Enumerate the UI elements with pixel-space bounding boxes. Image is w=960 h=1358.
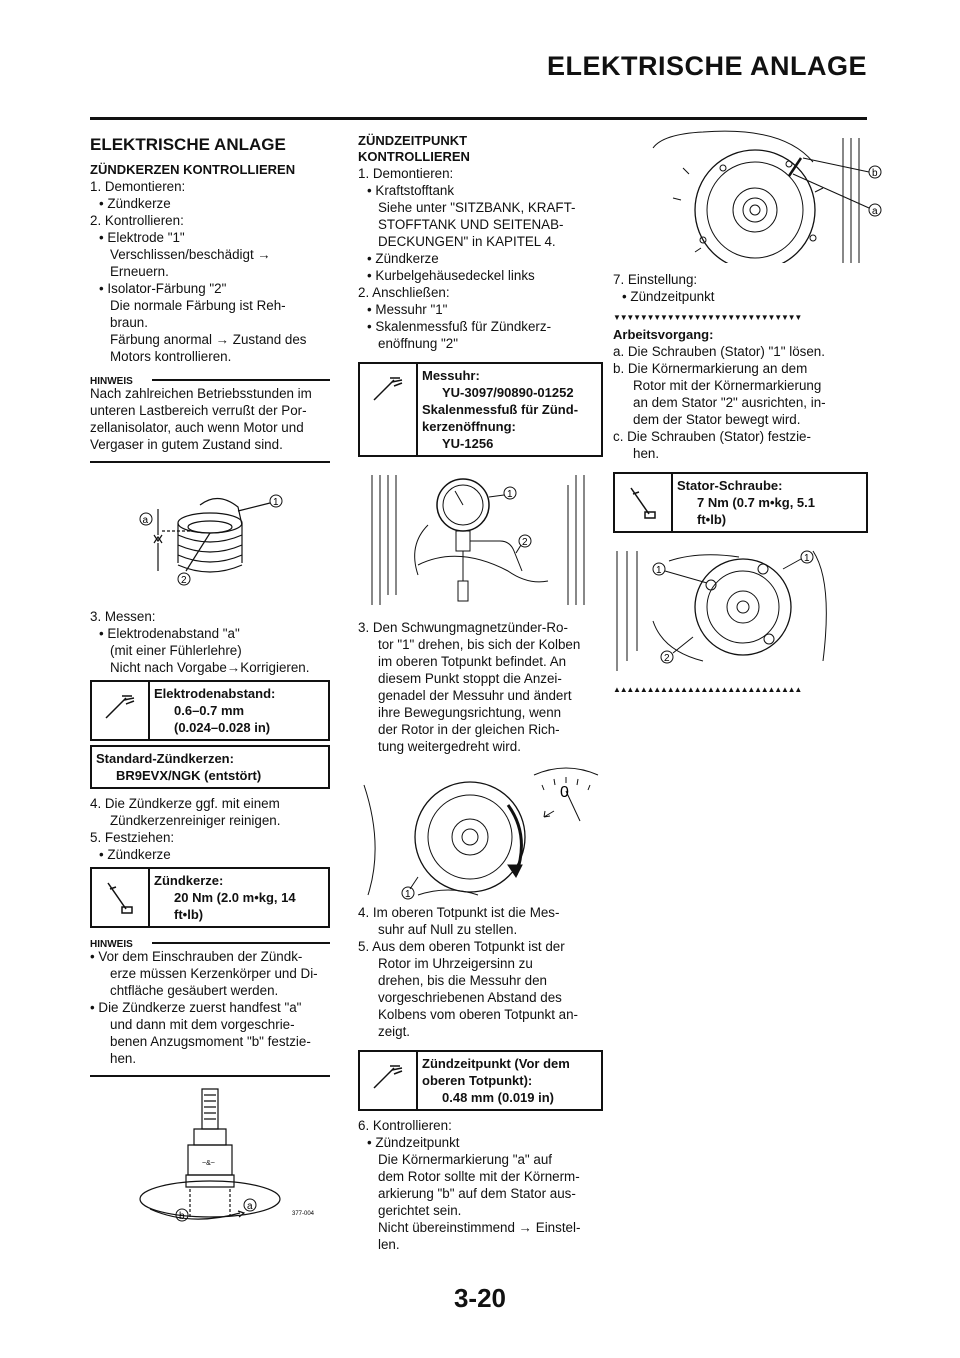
step-line: 3. Messen: <box>90 609 156 624</box>
step-line: 5. Aus dem oberen Totpunkt ist der <box>358 939 565 954</box>
step-line: Rotor im Uhrzeigersinn zu <box>378 956 533 971</box>
step-line: tung weitergedreht wird. <box>378 739 521 754</box>
spec-title: Zündzeitpunkt (Vor dem <box>422 1056 570 1071</box>
fig-label-a: a <box>872 206 878 217</box>
step-line: der Rotor in der gleichen Rich- <box>378 722 560 737</box>
step-line: • Kraftstofftank <box>367 183 455 198</box>
step-line: • Kurbelgehäusedeckel links <box>367 268 535 283</box>
step-line: 3. Den Schwungmagnetzünder-Ro- <box>358 620 568 635</box>
steps-3 <box>358 904 603 1040</box>
spec-title: Elektrodenabstand: <box>154 686 276 701</box>
step-line: Nicht übereinstimmend → Einstel- <box>378 1220 581 1235</box>
step-line: Färbung anormal → Zustand des <box>110 332 307 347</box>
step-line: a. Die Schrauben (Stator) "1" lösen. <box>613 344 825 359</box>
spec-box-dial-gauge <box>358 362 603 457</box>
step-line: b. Die Körnermarkierung an dem <box>613 361 808 376</box>
step-line: 1. Demontieren: <box>358 166 454 181</box>
note-line: hen. <box>110 1051 137 1066</box>
procedure-end-marker: ▲▲▲▲▲▲▲▲▲▲▲▲▲▲▲▲▲▲▲▲▲▲▲▲▲▲▲▲ <box>613 685 802 694</box>
note-label: HINWEIS <box>90 376 133 387</box>
svg-text:~&~: ~&~ <box>202 1160 215 1167</box>
step-line: STOFFTANK UND SEITENAB- <box>378 217 564 232</box>
step-line: enöffnung "2" <box>378 336 459 351</box>
step-line: arkierung "b" auf dem Stator aus- <box>378 1186 576 1201</box>
step-line: 7. Einstellung: <box>613 272 698 287</box>
stator-adjust-figure <box>613 541 868 671</box>
spec-value: YU-3097/90890-01252 <box>442 385 574 400</box>
step-line: genadel der Messuhr und ändert <box>378 688 572 703</box>
spec-value: ft•lb) <box>697 512 727 527</box>
torque-wrench-icon <box>615 474 673 531</box>
spec-box-gap <box>90 680 330 741</box>
note-end-rule <box>90 461 330 463</box>
note-body <box>90 948 330 1067</box>
note-line: erze müssen Kerzenkörper und Di- <box>110 966 318 981</box>
step-line: 5. Festziehen: <box>90 830 175 845</box>
steps-3 <box>90 795 330 863</box>
fig-label-1: 1 <box>273 497 279 508</box>
step-line: 4. Die Zündkerze ggf. mit einem <box>90 796 280 811</box>
step-line: Zündkerzenreiniger reinigen. <box>110 813 281 828</box>
step-line: 2. Kontrollieren: <box>90 213 184 228</box>
step-line: Verschlissen/beschädigt → <box>110 247 271 262</box>
steps-4 <box>358 1117 603 1253</box>
step-line: dem der Stator bewegt wird. <box>633 412 801 427</box>
rotor-dial-figure <box>358 765 603 900</box>
fig-label-2: 2 <box>181 575 187 586</box>
spark-plug-torque-figure <box>90 1087 330 1227</box>
step-line: Erneuern. <box>110 264 169 279</box>
spec-value: BR9EVX/NGK (entstört) <box>116 768 262 783</box>
procedure-title: Arbeitsvorgang: <box>613 327 714 342</box>
spec-value: 7 Nm (0.7 m•kg, 5.1 <box>697 495 815 510</box>
note-header <box>90 371 330 385</box>
left-column <box>90 133 330 1227</box>
step-line: ihre Bewegungsrichtung, wenn <box>378 705 562 720</box>
middle-column <box>358 133 603 1253</box>
note-header <box>90 934 330 948</box>
steps-1 <box>90 178 330 365</box>
fig-label-a: a <box>142 515 149 526</box>
spec-title: kerzenöffnung: <box>422 419 516 434</box>
step-line: Die Körnermarkierung "a" auf <box>378 1152 552 1167</box>
step-line: • Isolator-Färbung "2" <box>99 281 227 296</box>
figure-code: 377-004 <box>292 1211 315 1217</box>
timing-marks-figure <box>643 128 898 263</box>
right-column <box>613 128 878 699</box>
step-line: 2. Anschließen: <box>358 285 450 300</box>
step-line: tor "1" drehen, bis sich der Kolben <box>378 637 581 652</box>
torque-wrench-icon <box>92 869 150 926</box>
spec-title: Skalenmessfuß für Zünd- <box>422 402 579 417</box>
step-line: zeigt. <box>378 1024 411 1039</box>
note-line: • Vor dem Einschrauben der Zündk- <box>90 949 303 964</box>
step-line: • Elektrodenabstand "a" <box>99 626 240 641</box>
fig-label-1: 1 <box>507 489 513 500</box>
spec-title: Messuhr: <box>422 368 480 383</box>
step-line: Kolbens vom oberen Totpunkt an- <box>378 1007 578 1022</box>
spec-value: 0.6–0.7 mm <box>174 703 245 718</box>
wrench-icon <box>92 682 150 739</box>
header-title: ELEKTRISCHE ANLAGE <box>546 51 867 81</box>
dial-gauge-figure <box>358 465 603 613</box>
fig-label-2: 2 <box>664 653 670 664</box>
steps-2 <box>90 608 330 676</box>
section-title: KONTROLLIEREN <box>358 149 470 164</box>
spec-value: YU-1256 <box>442 436 494 451</box>
step-line: Rotor mit der Körnermarkierung <box>633 378 822 393</box>
step-line: suhr auf Null zu stellen. <box>378 922 518 937</box>
spec-title: Standard-Zündkerzen: <box>96 751 234 766</box>
note-line: Vergaser in gutem Zustand sind. <box>90 437 283 452</box>
step-line: (mit einer Fühlerlehre) <box>110 643 242 658</box>
note-line: • Die Zündkerze zuerst handfest "a" <box>90 1000 302 1015</box>
note-line: Nach zahlreichen Betriebsstunden im <box>90 386 312 401</box>
fig-label-b: b <box>872 168 878 179</box>
step-line: Die normale Färbung ist Reh- <box>110 298 286 313</box>
spec-box-plugs <box>90 745 330 789</box>
step-line: vorgeschriebenen Abstand des <box>378 990 562 1005</box>
steps-2 <box>358 619 603 755</box>
page-header <box>0 0 960 125</box>
spec-title: oberen Totpunkt): <box>422 1073 533 1088</box>
header-rule <box>90 117 867 120</box>
spec-value: ft•lb) <box>174 907 204 922</box>
wrench-icon <box>360 364 418 455</box>
spec-value: 20 Nm (2.0 m•kg, 14 <box>174 890 296 905</box>
fig-label-1: 1 <box>405 889 411 900</box>
spec-value: 0.48 mm (0.019 in) <box>442 1090 554 1105</box>
procedure-start-marker: ▼▼▼▼▼▼▼▼▼▼▼▼▼▼▼▼▼▼▼▼▼▼▼▼▼▼▼▼ <box>613 313 802 322</box>
dial-zero: 0 <box>560 784 569 801</box>
spec-box-ignition-timing <box>358 1050 603 1111</box>
fig-label-1: 1 <box>656 565 662 576</box>
fig-label-1: 1 <box>804 553 810 564</box>
spark-plug-gap-figure <box>90 475 330 600</box>
step-line: • Zündkerze <box>367 251 439 266</box>
note-body <box>90 385 330 453</box>
step-line: 1. Demontieren: <box>90 179 186 194</box>
step-line: 6. Kontrollieren: <box>358 1118 452 1133</box>
step-line: gerichtet sein. <box>378 1203 462 1218</box>
step-line: • Zündkerze <box>99 196 171 211</box>
fig-label-a: a <box>247 1201 253 1212</box>
section-title: ELEKTRISCHE ANLAGE <box>90 135 286 154</box>
subsection-title: ZÜNDKERZEN KONTROLLIEREN <box>90 162 296 177</box>
step-line: len. <box>378 1237 400 1252</box>
note-line: unteren Lastbereich verrußt der Por- <box>90 403 307 418</box>
note-line: und dann mit dem vorgeschrie- <box>110 1017 295 1032</box>
note-line: benen Anzugsmoment "b" festzie- <box>110 1034 311 1049</box>
step-line: • Messuhr "1" <box>367 302 448 317</box>
note-line: chtfläche gesäubert werden. <box>110 983 279 998</box>
step-line: braun. <box>110 315 148 330</box>
spec-box-stator <box>613 472 868 533</box>
steps-1 <box>358 165 603 352</box>
step-line: • Skalenmessfuß für Zündkerz- <box>367 319 552 334</box>
step-line: 4. Im oberen Totpunkt ist die Mes- <box>358 905 560 920</box>
step-line: c. Die Schrauben (Stator) festzie- <box>613 429 811 444</box>
note-label: HINWEIS <box>90 939 133 950</box>
procedure-steps <box>613 343 868 462</box>
step-line: dem Rotor sollte mit der Körnerm- <box>378 1169 580 1184</box>
step-line: • Zündzeitpunkt <box>367 1135 460 1150</box>
steps-1 <box>613 271 868 305</box>
step-line: Motors kontrollieren. <box>110 349 232 364</box>
section-title: ZÜNDZEITPUNKT <box>358 133 468 148</box>
step-line: DECKUNGEN" in KAPITEL 4. <box>378 234 556 249</box>
page-number: 3-20 <box>453 1283 507 1313</box>
step-line: hen. <box>633 446 660 461</box>
spec-title: Zündkerze: <box>154 873 224 888</box>
step-line: im oberen Totpunkt befindet. An <box>378 654 567 669</box>
step-line: • Zündkerze <box>99 847 171 862</box>
step-line: Nicht nach Vorgabe→Korrigieren. <box>110 660 310 675</box>
note-line: zellanisolator, auch wenn Motor und <box>90 420 304 435</box>
step-line: diesem Punkt stoppt die Anzei- <box>378 671 562 686</box>
step-line: an dem Stator "2" ausrichten, in- <box>633 395 826 410</box>
note-end-rule <box>90 1075 330 1077</box>
step-line: • Elektrode "1" <box>99 230 185 245</box>
spec-title: Stator-Schraube: <box>677 478 783 493</box>
spec-value: (0.024–0.028 in) <box>174 720 271 735</box>
fig-label-b: b <box>179 1211 185 1222</box>
step-line: drehen, bis die Messuhr den <box>378 973 547 988</box>
step-line: • Zündzeitpunkt <box>622 289 715 304</box>
spec-box-torque <box>90 867 330 928</box>
wrench-icon <box>360 1052 418 1109</box>
step-line: Siehe unter "SITZBANK, KRAFT- <box>378 200 576 215</box>
fig-label-2: 2 <box>522 537 528 548</box>
